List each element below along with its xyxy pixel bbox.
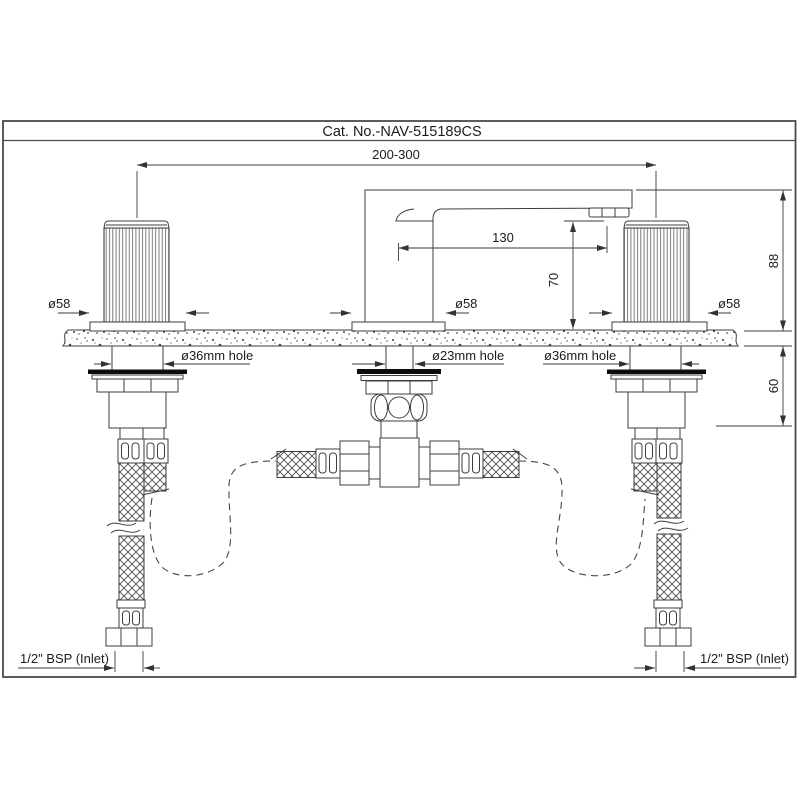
dim-spout-height-value: 70 (546, 272, 561, 288)
inlet-nut-right (645, 628, 691, 646)
tee-nut-left (340, 441, 369, 485)
supply-hose-left (119, 463, 144, 521)
handle-right-knob (624, 228, 689, 322)
catalog-number: Cat. No.-NAV-515189CS (322, 124, 482, 140)
inlet-fitting-right (645, 600, 691, 646)
tee-body (380, 438, 419, 487)
handle-left-knob (104, 228, 169, 322)
spout-body (352, 190, 632, 331)
dia-left-value: ø58 (48, 296, 71, 311)
valve-body-left (109, 392, 166, 428)
dim-reach-value: 130 (492, 230, 514, 245)
tee-nut-right (430, 441, 459, 485)
aerator (589, 208, 629, 217)
supply-hose-right-2 (634, 463, 657, 491)
hose-break-right (654, 521, 688, 531)
dia-right-value: ø58 (718, 296, 741, 311)
inlet-left-value: 1/2" BSP (Inlet) (20, 651, 109, 666)
label-hole-center (352, 348, 504, 364)
locknut-center (366, 381, 432, 394)
hole-center-value: ø23mm hole (432, 348, 505, 363)
handle-right-underdeck (607, 346, 706, 600)
handle-left-underdeck (88, 346, 187, 600)
countertop (63, 330, 738, 346)
gasket-right (607, 370, 706, 375)
title-block (322, 124, 481, 140)
washer-left (92, 375, 183, 379)
inlet-right-value: 1/2" BSP (Inlet) (700, 651, 789, 666)
spout-base-plate (352, 322, 445, 331)
tee-connector (271, 438, 527, 487)
locknut-right (616, 379, 697, 392)
label-inlet-right (634, 651, 789, 672)
supply-hose-left-2 (144, 463, 166, 491)
hose-route-right (519, 461, 645, 576)
hose-crimp-right (632, 439, 682, 463)
label-inlet-left (18, 651, 160, 672)
handle-left-base-plate (90, 322, 185, 331)
hose-route-left (150, 461, 276, 576)
gasket-left (88, 370, 187, 375)
inlet-fitting-left (106, 600, 152, 646)
gasket-center (357, 369, 441, 374)
hose-break-left (107, 523, 140, 533)
inlet-nut-left (106, 628, 152, 646)
dimension-depth-below-deck (716, 346, 792, 426)
hole-left-value: ø36mm hole (181, 348, 254, 363)
handle-right (612, 221, 707, 331)
hole-right-value: ø36mm hole (544, 348, 617, 363)
valve-body-right (628, 392, 685, 428)
supply-hose-right (657, 463, 681, 518)
locknut-left (97, 379, 178, 392)
washer-center (361, 376, 437, 381)
label-hole-left (94, 348, 253, 364)
dim-spread-value: 200-300 (372, 147, 420, 162)
label-hole-right (543, 348, 699, 364)
dim-depth-below-value: 60 (766, 378, 781, 394)
handle-right-base-plate (612, 322, 707, 331)
washer-right (611, 375, 702, 379)
dia-center-value: ø58 (455, 296, 478, 311)
dim-height-above-value: 88 (766, 253, 781, 269)
handle-left (90, 221, 185, 331)
center-underdeck (271, 346, 527, 487)
hose-crimp-left (118, 439, 168, 463)
swivel-joint (371, 394, 427, 421)
